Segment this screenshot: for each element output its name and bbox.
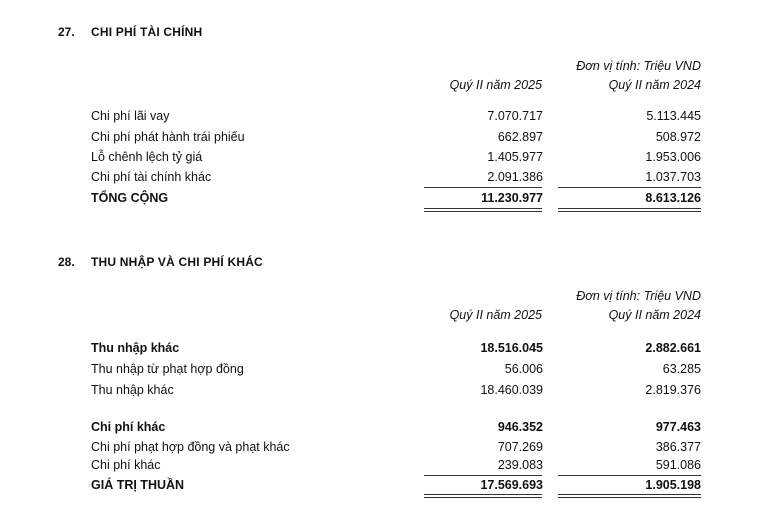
s27-row-value-2024: 1.953.006 [645, 150, 701, 164]
s28-expense-label: Chi phí khác [91, 420, 166, 434]
s27-row-label: Chi phí phát hành trái phiếu [91, 130, 245, 144]
s27-total-value-2024: 8.613.126 [645, 191, 701, 205]
s28-expense-row-label: Chi phí khác [91, 458, 161, 472]
s28-expense-row-value-2024: 591.086 [655, 458, 701, 472]
section-27-number: 27. [58, 25, 75, 39]
section-27-title: CHI PHÍ TÀI CHÍNH [91, 25, 203, 39]
s28-income-value-2025: 18.516.045 [480, 341, 543, 355]
s28-expense-row-value-2025: 707.269 [497, 440, 543, 454]
s28-expense-row-value-2025: 239.083 [497, 458, 543, 472]
s27-total-double-rule-2024 [558, 208, 701, 212]
s27-row-label: Chi phí tài chính khác [91, 170, 212, 184]
section-28-title: THU NHẬP VÀ CHI PHÍ KHÁC [91, 255, 263, 269]
s28-income-row-label: Thu nhập khác [91, 383, 174, 397]
s28-income-row-value-2025: 18.460.039 [480, 383, 543, 397]
s28-expense-row-label: Chi phí phạt hợp đồng và phạt khác [91, 440, 290, 454]
s28-net-value-2025: 17.569.693 [480, 478, 543, 492]
s28-net-double-rule-2025 [424, 494, 542, 498]
s28-subtotal-rule-2025 [424, 475, 542, 476]
s27-row-value-2025: 662.897 [497, 130, 543, 144]
s28-income-row-value-2024: 2.819.376 [645, 383, 701, 397]
s28-income-label: Thu nhập khác [91, 341, 180, 355]
s28-expense-value-2024: 977.463 [655, 420, 701, 434]
s27-row-value-2025: 2.091.386 [487, 170, 543, 184]
section-28-col-2025: Quý II năm 2025 [449, 308, 542, 322]
s28-net-label: GIÁ TRỊ THUẦN [91, 478, 185, 492]
s27-subtotal-rule-2025 [424, 187, 542, 188]
s28-net-value-2024: 1.905.198 [645, 478, 701, 492]
section-27-unit: Đơn vị tính: Triệu VND [576, 59, 701, 73]
section-27-col-2024: Quý II năm 2024 [608, 78, 701, 92]
s28-income-row-value-2024: 63.285 [662, 362, 701, 376]
s27-row-value-2024: 508.972 [655, 130, 701, 144]
s28-income-row-value-2025: 56.006 [504, 362, 543, 376]
s27-row-label: Lỗ chênh lệch tỷ giá [91, 150, 203, 164]
s27-row-value-2024: 1.037.703 [645, 170, 701, 184]
s27-total-label: TỔNG CỘNG [91, 191, 169, 205]
s27-subtotal-rule-2024 [558, 187, 701, 188]
s27-row-value-2025: 1.405.977 [487, 150, 543, 164]
s27-row-value-2024: 5.113.445 [646, 109, 701, 123]
s28-subtotal-rule-2024 [558, 475, 701, 476]
s28-expense-row-value-2024: 386.377 [655, 440, 701, 454]
s28-income-value-2024: 2.882.661 [645, 341, 701, 355]
section-28-col-2024: Quý II năm 2024 [608, 308, 701, 322]
s27-row-value-2025: 7.070.717 [487, 109, 543, 123]
section-27-col-2025: Quý II năm 2025 [449, 78, 542, 92]
s28-expense-value-2025: 946.352 [497, 420, 543, 434]
section-28-unit: Đơn vị tính: Triệu VND [576, 289, 701, 303]
s27-row-label: Chi phí lãi vay [91, 109, 170, 123]
s27-total-double-rule-2025 [424, 208, 542, 212]
s28-net-double-rule-2024 [558, 494, 701, 498]
s28-income-row-label: Thu nhập từ phạt hợp đồng [91, 362, 244, 376]
section-28-number: 28. [58, 255, 75, 269]
s27-total-value-2025: 11.230.977 [481, 191, 543, 205]
